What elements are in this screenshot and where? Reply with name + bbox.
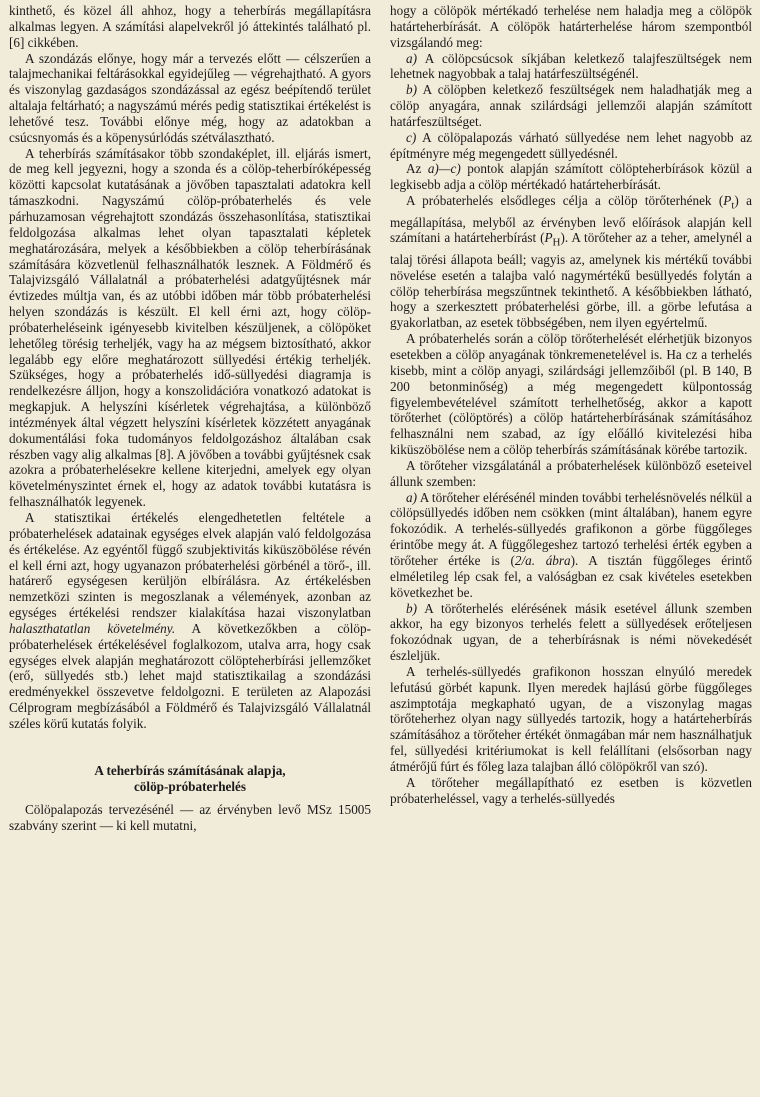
paragraph bbox=[390, 458, 752, 490]
paragraph bbox=[390, 193, 752, 331]
italic-text: b) bbox=[406, 600, 417, 616]
section-heading-line-2: cölöp-próbaterhelés bbox=[133, 778, 247, 794]
paragraph bbox=[390, 3, 752, 51]
italic-text: a) bbox=[406, 489, 417, 505]
paragraph bbox=[9, 510, 371, 732]
text-run: Az bbox=[406, 161, 428, 177]
text-run: A terhelés-süllyedés grafikonon hosszan elnyúló meredek lefutású görbét kapunk. Ilyen meredek hajlású görbe függőleges aszimptotája megkapható ugyan, de a viszonylag magas törőteherhez olyan nagy süllyedés tartozik, hogy a határteherbírás számításához a törőteher értékét önmagában már nem használhatjuk fel, süllyedési kritériumokat is kell felállítani (elsősorban nagy átmérőjű fúrt és főleg laza talajban álló cölöpökről van szó). bbox=[390, 663, 752, 774]
italic-text: 2/a. ábra bbox=[514, 552, 571, 568]
right-column bbox=[390, 3, 752, 1097]
text-run: A következőkben a cölöp-próbaterhelések értékelésével foglalkozom, utalva arra, hogy csak egységes elvek alapján meghatározott cölöpteherbírási jellemzőket (erő, süllyedés stb.) lehet majd statisztikailag a szondázási eredményekkel összevetve feldolgozni. E területen az Alapozási Célprogram megbízásából a Földmérő és Talajvizsgáló Vállalatnál széles körű kutatás folyik. bbox=[9, 620, 372, 731]
left-column-body bbox=[9, 3, 371, 732]
paragraph bbox=[390, 161, 752, 193]
text-run: Cölöpalapozás tervezésénél — az érvényben levő MSz 15005 szabvány szerint — ki kell mutatni, bbox=[9, 801, 371, 833]
italic-text: b) bbox=[406, 82, 417, 98]
paragraph bbox=[9, 146, 371, 510]
italic-text: a)—c) bbox=[427, 161, 461, 177]
italic-text: P bbox=[723, 193, 732, 209]
italic-text: c) bbox=[406, 129, 417, 145]
text-run: A cölöpben keletkező feszültségek nem haladhatják meg a cölöp anyagára, annak szilárdsági jellemzői alapján számított határfeszültséget. bbox=[390, 82, 752, 129]
text-run: A statisztikai értékelés elengedhetetlen feltétele a próbaterhelések adatainak egységes elvek alapján való feldolgozása és értékelése. Az egyéntől függő szubjektivitás kiküszöbölése révén el kell érni azt, hogy ugyanazon próbaterhelési görbénél a törő-, ill. határerő egységesen kerüljön elbírálásra. Az értékelésben nemzetközi szinten is megoszlanak a vélemények, azonban az egységes értékelési rendszer kialakítása hazai viszonylatban bbox=[9, 510, 371, 621]
paragraph bbox=[390, 775, 752, 807]
text-run: A cölöpalapozás várható süllyedése nem lehet nagyobb az építményre még megengedett süllyedésnél. bbox=[390, 129, 752, 161]
left-column-after-heading bbox=[9, 802, 371, 834]
text-run: A szondázás előnye, hogy már a tervezés előtt — célszerűen a talajmechanikai feltárásokkal egyidejűleg — végrehajtható. A gyors és viszonylag gazdaságos szondázással az egész beépítendő terület altalaja feltárható; a nagyszámú mérés pedig statisztikai értékelést is lehetővé tesz. További előnye még, hogy az adatokban a csúcsnyomás és a köpenysúrlódás szétválasztható. bbox=[9, 50, 371, 145]
text-run: ). A törőteher az a teher, amelynél a talaj törési állapota beáll; vagyis az, amelynek kis mértékű további növelése esetén a talajba való nagymértékű besüllyedés folytán a cölöp teherbírása megszűntnek tekinthető. A későbbiekben látható, hogy a szerkesztett próbaterhelési görbe, ill. a görbe lefutása a gyakorlatban, az esetek többségében, nem ilyen egyértelmű. bbox=[390, 230, 752, 331]
text-run: A cölöpcsúcsok síkjában keletkező talajfeszültségek nem lehetnek nagyobbak a talaj határfeszültségénél. bbox=[390, 50, 752, 82]
italic-text: P bbox=[544, 230, 553, 246]
section-heading-line-1: A teherbírás számításának alapja, bbox=[94, 762, 286, 778]
text-run: ) a megállapítása, melyből az érvényben levő előírások alapján kell számítani a határteherbírást ( bbox=[390, 193, 752, 246]
text-run: A próbaterhelés során a cölöp törőterhelését elérhetjük bizonyos esetekben a cölöp anyagának tönkremenetelével is. Ha cz a terhelés kisebb, mint a cölöp anyagi, szilárdsági jellemzőiből (pl. B 140, B 200 betonminőség) a még megengedett külpontosság figyelembevételével számított terhelhetőség, akkor a kapott törőterhet (cölöptörés) a cölöp határteherbírásának számításához felhasználni nem szabad, az így előálló kivitelezési hiba kiküszöbölése nem a cölöp teherbírás számításának körébe tartozik. bbox=[390, 331, 752, 458]
text-run: A teherbírás számításakor több szondaképlet, ill. eljárás ismert, de meg kell jegyezni, hogy a szonda és a cölöp-teherbíróképesség közötti kapcsolat kutatásának a jövőben tapasztalati adatokra kell támaszkodni. Nagyszámú cölöp-próbaterhelés és vele párhuzamosan végrehajtott szondázás összehasonlítása, statisztikai feldolgozása alkalmas lehet olyan tapasztalati képletek meghatározására, melyek a későbbiekben a cölöp teherbírásának számítására közvetlenül felhasználhatók lesznek. A Földmérő és Talajvizsgáló Vállalatnál a próbaterhelési adatgyűjtésnek már évtizedes múltja van, és az utóbbi időben már több próbaterhelési helyen szondázás is készült. El kell érni azt, hogy cölöp-próbaterheléseink igényesebb kivitelben készüljenek, a cölöpöket lehetőleg törésig terheljék, vagy ha az mégsem biztosítható, akkor legalább egy előre meghatározott süllyedési értékig terheljék. Szükséges, hogy a próbaterhelés idő-süllyedési diagramja is rendelkezésre álljon, hogy a konszolidációra vonatkozó adatokat is megkapjuk. A helyszíni kísérletek végrehajtása, a különböző intézmények által végzett helyszíni kísérletek közzétett anyagának dokumentálási foka tudományos feldolgozáshoz általában csak részben vagy alig alkalmas [8]. A jövőben a további gyűjtésnek csak azokra a próbaterhelésekre kellene kiterjedni, amelyek egy olyan követelményszintet érnek el, hogy az adatok további kutatásra is felhasználhatók legyenek. bbox=[9, 145, 371, 510]
paragraph bbox=[390, 51, 752, 83]
subscript-text: H bbox=[552, 237, 561, 250]
paragraph bbox=[390, 601, 752, 664]
section-heading bbox=[9, 763, 371, 795]
italic-text: a) bbox=[406, 50, 417, 66]
paragraph bbox=[390, 130, 752, 162]
italic-text: halaszthatatlan követelmény. bbox=[9, 620, 176, 636]
paragraph bbox=[390, 664, 752, 775]
paragraph bbox=[390, 490, 752, 601]
text-run: pontok alapján számított cölöpteherbírások közül a legkisebb adja a cölöp mértékadó határteherbírását. bbox=[390, 161, 752, 193]
text-run: hogy a cölöpök mértékadó terhelése nem haladja meg a cölöpök határteherbírását. A cölöpök határterhelése három szempontból vizsgálandó meg: bbox=[390, 3, 752, 50]
text-run: A törőterhelés elérésének másik esetével állunk szemben akkor, ha egy bizonyos terhelés felett a süllyedések erőteljesen fokozódnak ugyan, de a teherbírásnak is némi növekedését észleljük. bbox=[390, 600, 752, 664]
text-run: A törőteher megállapítható ez esetben is közvetlen próbaterheléssel, vagy a terhelés-süllyedés bbox=[390, 774, 752, 806]
paragraph bbox=[390, 82, 752, 130]
subscript-text: t bbox=[731, 199, 735, 212]
text-run: A törőteher elérésénél minden további terhelésnövelés nélkül a cölöpsüllyedés időben nem csökken (mint általában), hanem egyre fokozódik. A terhelés-süllyedés grafikonon a görbe függőleges érintőbe megy át. A függőlegeshez tartozó terhelési érték egyben a törőteher értéke is ( bbox=[390, 489, 752, 568]
paragraph bbox=[9, 802, 371, 834]
text-run: ). A tisztán függőleges érintő elméletileg lép csak fel, a valóságban ez csak kivételes esetekben következhet be. bbox=[390, 552, 752, 600]
text-run: kinthető, és közel áll ahhoz, hogy a teherbírás megállapításra alkalmas legyen. A számítási alapelvekről jó áttekintés található pl. [6] cikkében. bbox=[9, 3, 371, 50]
right-column-body bbox=[390, 3, 752, 806]
paragraph bbox=[9, 3, 371, 51]
left-column bbox=[9, 3, 371, 1097]
paragraph bbox=[9, 51, 371, 146]
paragraph bbox=[390, 331, 752, 458]
text-run: A próbaterhelés elsődleges célja a cölöp törőterhének ( bbox=[406, 193, 724, 209]
text-run: A törőteher vizsgálatánál a próbaterhelések különböző eseteivel állunk szemben: bbox=[390, 457, 752, 489]
